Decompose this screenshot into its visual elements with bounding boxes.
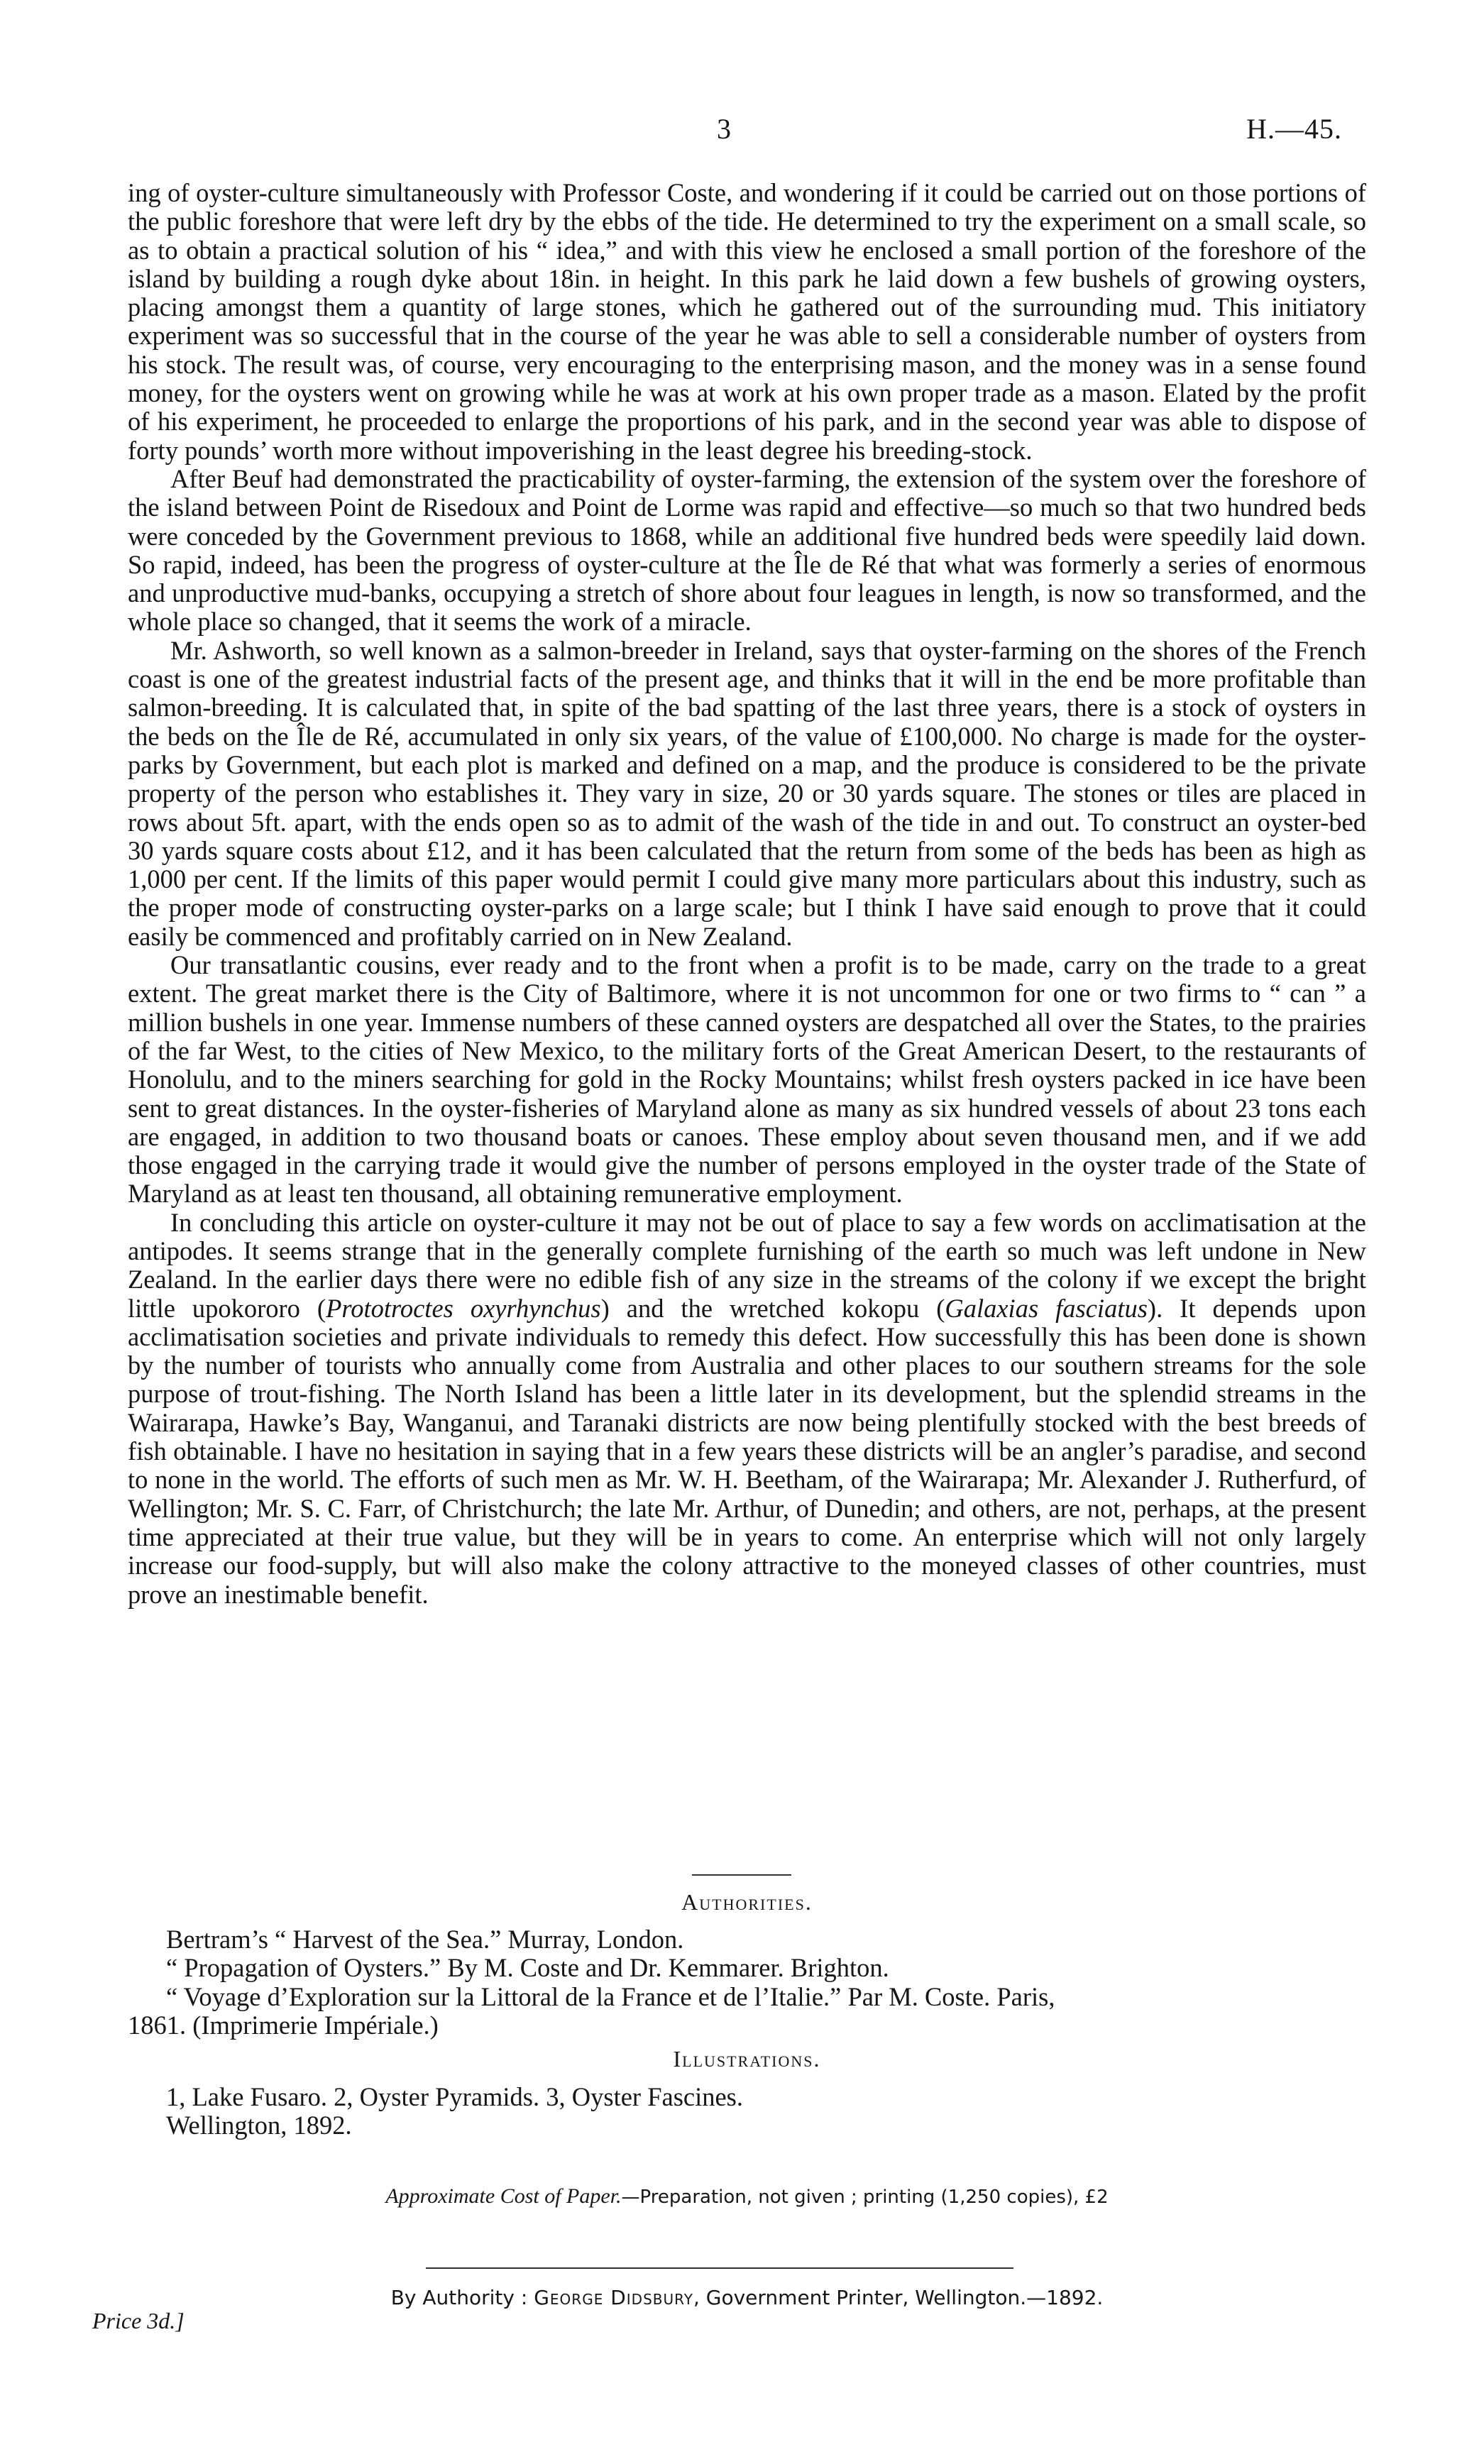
printer-name: George Didsbury	[534, 2286, 693, 2309]
paragraph-text: In concluding this article on oyster-culture it may not be out of place to say a few words on acclimatisation at the antipodes. It seems strange that in the generally complete furnishing of the earth so much was left undone in New Zealand. In the earlier days there were no edible fish of any size in the streams of the colony if we except the bright little upokororo (	[128, 1207, 1366, 1323]
imprint-prefix: By Authority :	[390, 2286, 528, 2309]
section-divider	[692, 1874, 791, 1876]
body-paragraph	[128, 179, 1366, 465]
body-paragraph	[128, 951, 1366, 1209]
imprint-suffix: , Government Printer, Wellington.—1892.	[693, 2286, 1104, 2309]
paragraph-text: ) and the wretched kokopu (	[600, 1293, 945, 1323]
paragraph-text: After Beuf had demonstrated the practicability of oyster-farming, the extension of the system over the foreshore of the island between Point de Risedoux and Point de Lorme was rapid and effective—so much so that two hundred beds were conceded by the Government previous to 1868, while an additional five hundred beds were speedily laid down. So rapid, indeed, has been the progress of oyster-culture at the Île de Ré that what was formerly a series of enormous and unproductive mud-banks, occupying a stretch of shore about four leagues in length, is now so transformed, and the whole place so changed, that it seems the work of a miracle.	[128, 463, 1366, 637]
authorities-list	[128, 1925, 1366, 2040]
page-number: 3	[717, 113, 731, 145]
paragraph-text: ing of oyster-culture simultaneously with Professor Coste, and wondering if it could be carried out on those portions of the public foreshore that were left dry by the ebbs of the tide. He determined to try the experiment on a small scale, so as to obtain a practical solution of his “ idea,” and with this view he enclosed a small portion of the foreshore of the island by building a rough dyke about 18in. in height. In this park he laid down a few bushels of growing oysters, placing amongst them a quantity of large stones, which he gathered out of the surrounding mud. This initiatory experiment was so successful that in the course of the year he was able to sell a considerable number of oysters from his stock. The result was, of course, very encouraging to the enterprising mason, and the money was in a sense found money, for the oysters went on growing while he was at work at his own proper trade as a mason. Elated by the profit of his experiment, he proceeded to enlarge the proportions of his park, and in the second year was able to dispose of forty pounds’ worth more without impoverishing in the least degree his breeding-stock.	[128, 178, 1366, 465]
price-label: Price 3d.]	[92, 2308, 185, 2333]
authorities-heading: Authorities.	[681, 1889, 813, 1915]
species-name: Galaxias fasciatus	[945, 1293, 1148, 1323]
paragraph-text: ). It depends upon acclimatisation societies and private individuals to remedy this defect. How successfully this has been done is shown by the number of tourists who annually come from Australia and other places to our southern streams for the sole purpose of trout-fishing. The North Island has been a little later in its development, but the splendid streams in the Wairarapa, Hawke’s Bay, Wanganui, and Taranaki districts are now being plentifully stocked with the best breeds of fish obtainable. I have no hesitation in saying that in a few years these districts will be an angler’s paradise, and second to none in the world. The efforts of such men as Mr. W. H. Beetham, of the Wairarapa; Mr. Alexander J. Rutherfurd, of Wellington; Mr. S. C. Farr, of Christchurch; the late Mr. Arthur, of Dunedin; and others, are not, perhaps, at the present time appreciated at their true value, but they will be in years to come. An enterprise which will not only largely increase our food-supply, but will also make the colony attractive to the moneyed classes of other countries, must prove an inestimable benefit.	[128, 1293, 1367, 1609]
body-text	[128, 179, 1366, 1609]
place-date-line: Wellington, 1892.	[166, 2111, 352, 2140]
printer-imprint	[128, 2286, 1366, 2309]
illustration-item: 1, Lake Fusaro. 2, Oyster Pyramids. 3, Oyster Fascines.	[166, 2082, 744, 2111]
cost-label: Approximate Cost of Paper.	[385, 2184, 622, 2208]
body-paragraph	[128, 1209, 1366, 1609]
authority-item: “ Propagation of Oysters.” By M. Coste and Dr. Kemmarer. Brighton.	[166, 1953, 889, 1983]
paragraph-text: Mr. Ashworth, so well known as a salmon-breeder in Ireland, says that oyster-farming on the shores of the French coast is one of the greatest industrial facts of the present age, and thinks that it will in the end be more profitable than salmon-breeding. It is calculated that, in spite of the bad spatting of the last three years, there is a stock of oysters in the beds on the Île de Ré, accumulated in only six years, of the value of £100,000. No charge is made for the oyster-parks by Government, but each plot is marked and defined on a map, and the produce is considered to be the private property of the person who establishes it. They vary in size, 20 or 30 yards square. The stones or tiles are placed in rows about 5ft. apart, with the ends open so as to admit of the wash of the tide in and out. To construct an oyster-bed 30 yards square costs about £12, and it has been calculated that the return from some of the beds has been as high as 1,000 per cent. If the limits of this paper would permit I could give many more particulars about this industry, such as the proper mode of constructing oyster-parks on a large scale; but I think I have said enough to prove that it could easily be commenced and profitably carried on in New Zealand.	[128, 635, 1366, 951]
cost-note	[128, 2184, 1366, 2209]
paragraph-text: Our transatlantic cousins, ever ready and to the front when a profit is to be made, carry on the trade to a great extent. The great market there is the City of Baltimore, where it is not uncommon for one or two firms to “ can ” a million bushels in one year. Immense numbers of these canned oysters are despatched all over the States, to the prairies of the far West, to the cities of New Mexico, to the military forts of the Great American Desert, to the restaurants of Honolulu, and to the miners searching for gold in the Rocky Mountains; whilst fresh oysters packed in ice have been sent to great distances. In the oyster-fisheries of Maryland alone as many as six hundred vessels of about 23 tons each are engaged, in addition to two thousand boats or canoes. These employ about seven thousand men, and if we add those engaged in the carrying trade it would give the number of persons employed in the oyster trade of the State of Maryland as at least ten thousand, all obtaining remunerative employment.	[128, 950, 1366, 1209]
cost-text: —Preparation, not given ; printing (1,250 copies), £2	[621, 2187, 1109, 2208]
authority-item: “ Voyage d’Exploration sur la Littoral de la France et de l’Italie.” Par M. Coste. Paris,	[166, 1981, 1055, 2011]
illustrations-heading: Illustrations.	[673, 2046, 821, 2072]
illustrations-list	[128, 2083, 1366, 2140]
footer-divider	[426, 2267, 1013, 2269]
body-paragraph	[128, 637, 1366, 951]
body-paragraph	[128, 465, 1366, 637]
species-name: Prototroctes oxyrhynchus	[326, 1293, 601, 1323]
document-reference: H.—45.	[1246, 113, 1342, 145]
authority-item-continuation: 1861. (Imprimerie Impériale.)	[128, 2010, 439, 2040]
authority-item: Bertram’s “ Harvest of the Sea.” Murray, London.	[166, 1925, 684, 1954]
